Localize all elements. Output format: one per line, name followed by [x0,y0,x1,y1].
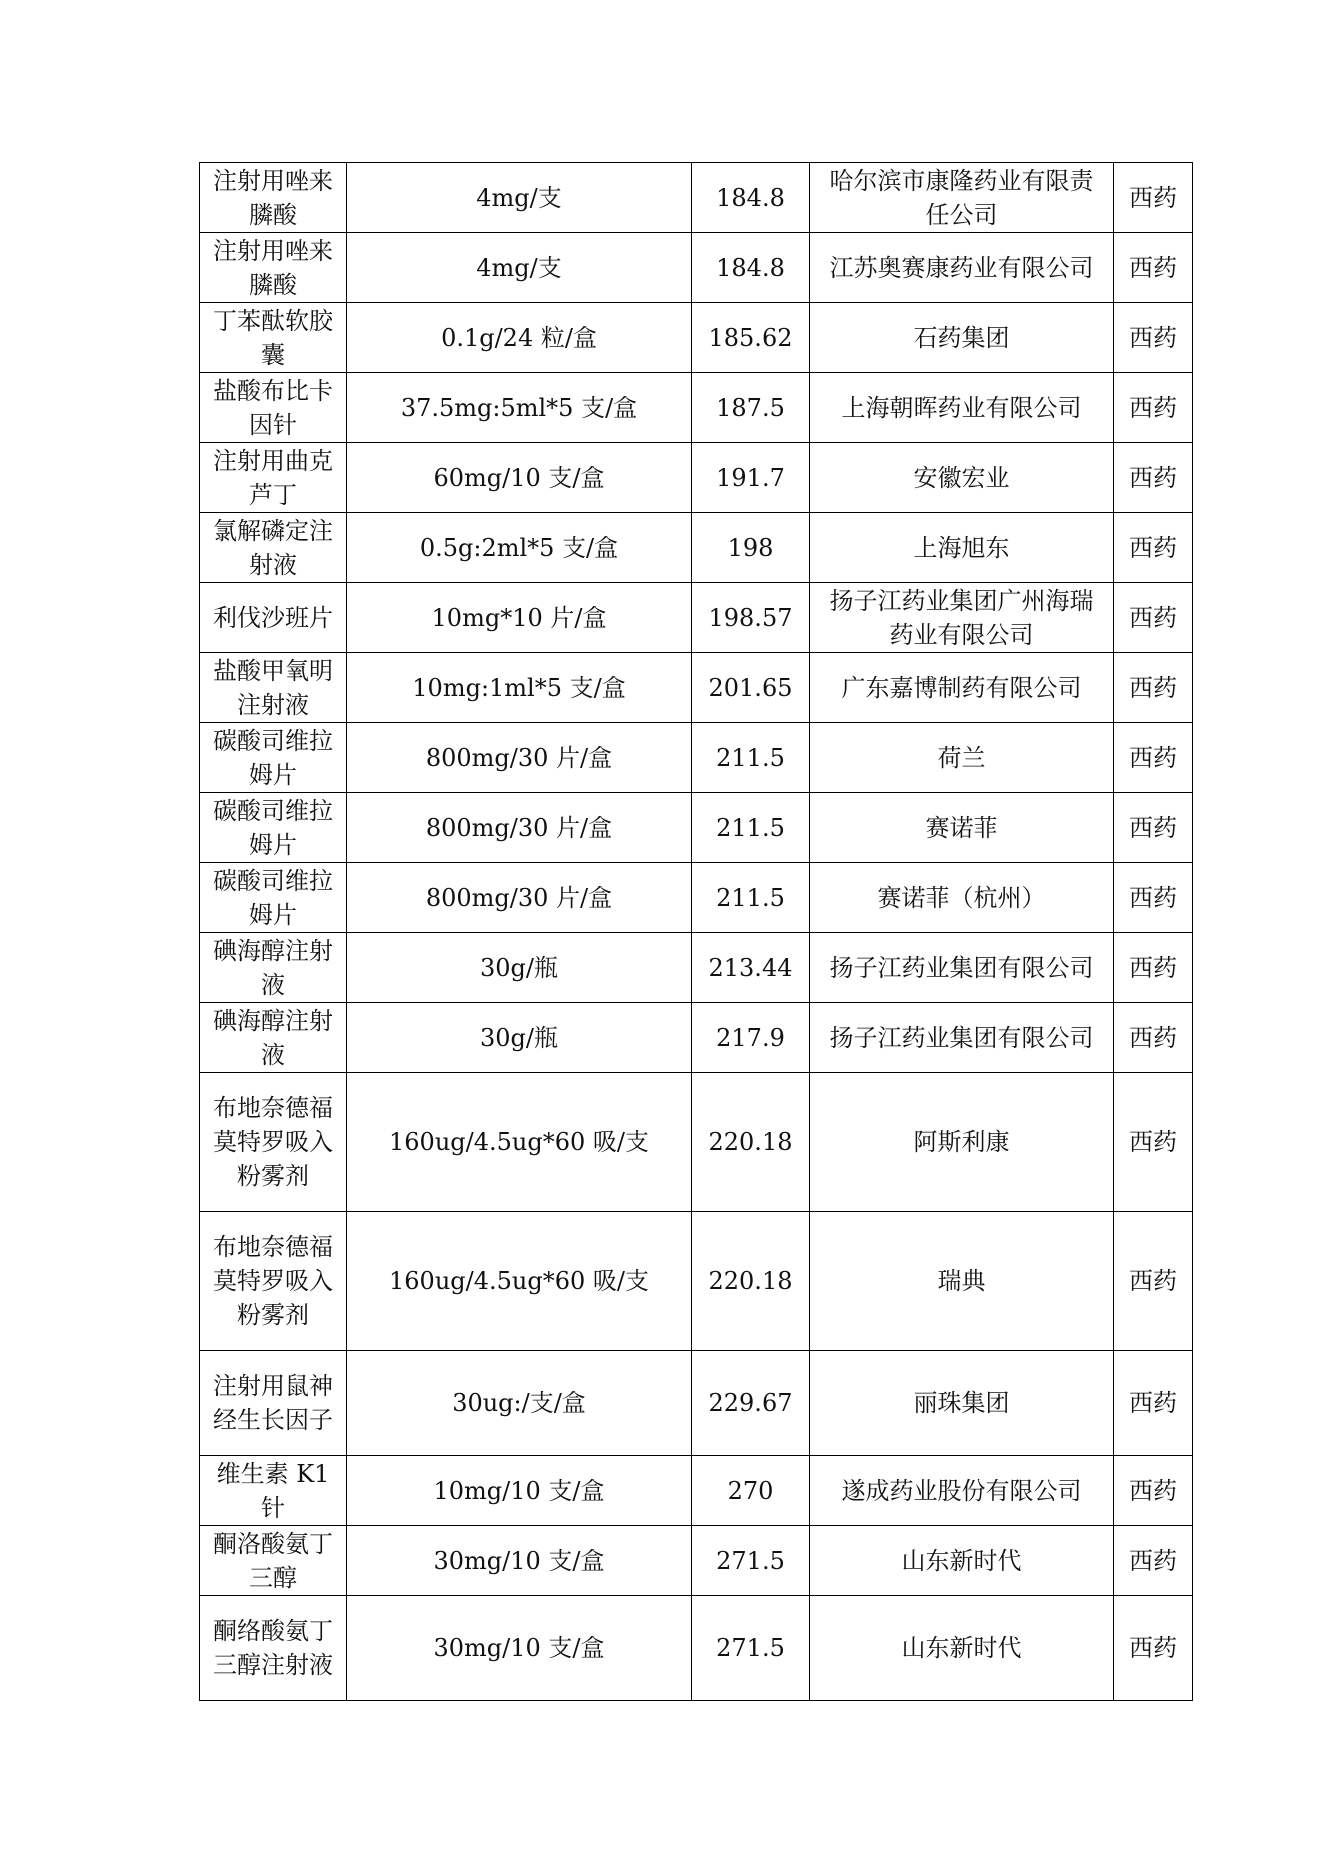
drug-type-cell: 西药 [1114,373,1193,443]
drug-type-cell: 西药 [1114,583,1193,653]
table-row [200,1003,1193,1073]
manufacturer-cell: 上海旭东 [810,513,1114,583]
drug-type-cell: 西药 [1114,163,1193,233]
drug-name-cell: 布地奈德福莫特罗吸入粉雾剂 [200,1073,347,1212]
specification-cell: 0.5g:2ml*5 支/盒 [347,513,692,583]
table-row [200,1526,1193,1596]
drug-type-cell: 西药 [1114,1073,1193,1212]
specification-cell: 30g/瓶 [347,1003,692,1073]
drug-name-cell: 盐酸甲氧明注射液 [200,653,347,723]
table-row [200,303,1193,373]
drug-type-cell: 西药 [1114,443,1193,513]
drug-name-cell: 布地奈德福莫特罗吸入粉雾剂 [200,1212,347,1351]
manufacturer-cell: 赛诺菲 [810,793,1114,863]
drug-name-cell: 酮洛酸氨丁三醇 [200,1526,347,1596]
manufacturer-cell: 荷兰 [810,723,1114,793]
price-cell: 184.8 [692,233,810,303]
specification-cell: 10mg*10 片/盒 [347,583,692,653]
specification-cell: 4mg/支 [347,163,692,233]
drug-name-cell: 利伐沙班片 [200,583,347,653]
drug-name-cell: 丁苯酞软胶囊 [200,303,347,373]
manufacturer-cell: 上海朝晖药业有限公司 [810,373,1114,443]
manufacturer-cell: 山东新时代 [810,1596,1114,1701]
table-row [200,1351,1193,1456]
price-cell: 187.5 [692,373,810,443]
drug-name-cell: 盐酸布比卡因针 [200,373,347,443]
drug-type-cell: 西药 [1114,723,1193,793]
drug-type-cell: 西药 [1114,1212,1193,1351]
drug-type-cell: 西药 [1114,1596,1193,1701]
table-row [200,1212,1193,1351]
price-cell: 270 [692,1456,810,1526]
drug-type-cell: 西药 [1114,513,1193,583]
manufacturer-cell: 赛诺菲（杭州） [810,863,1114,933]
drug-price-table [199,162,1193,1701]
specification-cell: 10mg:1ml*5 支/盒 [347,653,692,723]
price-cell: 211.5 [692,793,810,863]
specification-cell: 10mg/10 支/盒 [347,1456,692,1526]
price-cell: 271.5 [692,1596,810,1701]
table-row [200,1073,1193,1212]
specification-cell: 160ug/4.5ug*60 吸/支 [347,1073,692,1212]
drug-name-cell: 注射用曲克芦丁 [200,443,347,513]
table-row [200,1596,1193,1701]
price-cell: 184.8 [692,163,810,233]
price-cell: 220.18 [692,1212,810,1351]
specification-cell: 800mg/30 片/盒 [347,863,692,933]
specification-cell: 4mg/支 [347,233,692,303]
price-cell: 211.5 [692,863,810,933]
table-row [200,1456,1193,1526]
table-row [200,513,1193,583]
specification-cell: 37.5mg:5ml*5 支/盒 [347,373,692,443]
table-row [200,653,1193,723]
specification-cell: 60mg/10 支/盒 [347,443,692,513]
specification-cell: 800mg/30 片/盒 [347,793,692,863]
price-cell: 185.62 [692,303,810,373]
manufacturer-cell: 丽珠集团 [810,1351,1114,1456]
table-row [200,723,1193,793]
manufacturer-cell: 扬子江药业集团广州海瑞药业有限公司 [810,583,1114,653]
manufacturer-cell: 扬子江药业集团有限公司 [810,1003,1114,1073]
drug-name-cell: 维生素 K1 针 [200,1456,347,1526]
price-cell: 191.7 [692,443,810,513]
drug-type-cell: 西药 [1114,863,1193,933]
drug-name-cell: 碘海醇注射液 [200,933,347,1003]
table-row [200,933,1193,1003]
specification-cell: 30ug:/支/盒 [347,1351,692,1456]
drug-type-cell: 西药 [1114,793,1193,863]
drug-name-cell: 注射用唑来膦酸 [200,163,347,233]
drug-name-cell: 碳酸司维拉姆片 [200,723,347,793]
manufacturer-cell: 广东嘉博制药有限公司 [810,653,1114,723]
drug-name-cell: 酮络酸氨丁三醇注射液 [200,1596,347,1701]
manufacturer-cell: 遂成药业股份有限公司 [810,1456,1114,1526]
manufacturer-cell: 山东新时代 [810,1526,1114,1596]
drug-type-cell: 西药 [1114,303,1193,373]
manufacturer-cell: 扬子江药业集团有限公司 [810,933,1114,1003]
manufacturer-cell: 安徽宏业 [810,443,1114,513]
manufacturer-cell: 哈尔滨市康隆药业有限责任公司 [810,163,1114,233]
drug-name-cell: 碘海醇注射液 [200,1003,347,1073]
drug-type-cell: 西药 [1114,933,1193,1003]
drug-type-cell: 西药 [1114,1456,1193,1526]
table-row [200,233,1193,303]
drug-type-cell: 西药 [1114,1003,1193,1073]
price-cell: 213.44 [692,933,810,1003]
manufacturer-cell: 阿斯利康 [810,1073,1114,1212]
price-cell: 229.67 [692,1351,810,1456]
specification-cell: 160ug/4.5ug*60 吸/支 [347,1212,692,1351]
table-row [200,583,1193,653]
price-cell: 271.5 [692,1526,810,1596]
specification-cell: 0.1g/24 粒/盒 [347,303,692,373]
price-cell: 198.57 [692,583,810,653]
specification-cell: 30g/瓶 [347,933,692,1003]
drug-name-cell: 氯解磷定注射液 [200,513,347,583]
table-row [200,863,1193,933]
price-cell: 220.18 [692,1073,810,1212]
manufacturer-cell: 石药集团 [810,303,1114,373]
drug-name-cell: 注射用唑来膦酸 [200,233,347,303]
manufacturer-cell: 瑞典 [810,1212,1114,1351]
table-row [200,163,1193,233]
table-row [200,443,1193,513]
table-row [200,793,1193,863]
specification-cell: 30mg/10 支/盒 [347,1526,692,1596]
drug-name-cell: 碳酸司维拉姆片 [200,793,347,863]
specification-cell: 800mg/30 片/盒 [347,723,692,793]
drug-name-cell: 碳酸司维拉姆片 [200,863,347,933]
specification-cell: 30mg/10 支/盒 [347,1596,692,1701]
drug-type-cell: 西药 [1114,233,1193,303]
price-cell: 198 [692,513,810,583]
drug-type-cell: 西药 [1114,1526,1193,1596]
drug-type-cell: 西药 [1114,653,1193,723]
table-body [200,163,1193,1701]
price-cell: 217.9 [692,1003,810,1073]
price-cell: 211.5 [692,723,810,793]
drug-name-cell: 注射用鼠神经生长因子 [200,1351,347,1456]
drug-type-cell: 西药 [1114,1351,1193,1456]
manufacturer-cell: 江苏奥赛康药业有限公司 [810,233,1114,303]
table-row [200,373,1193,443]
price-cell: 201.65 [692,653,810,723]
